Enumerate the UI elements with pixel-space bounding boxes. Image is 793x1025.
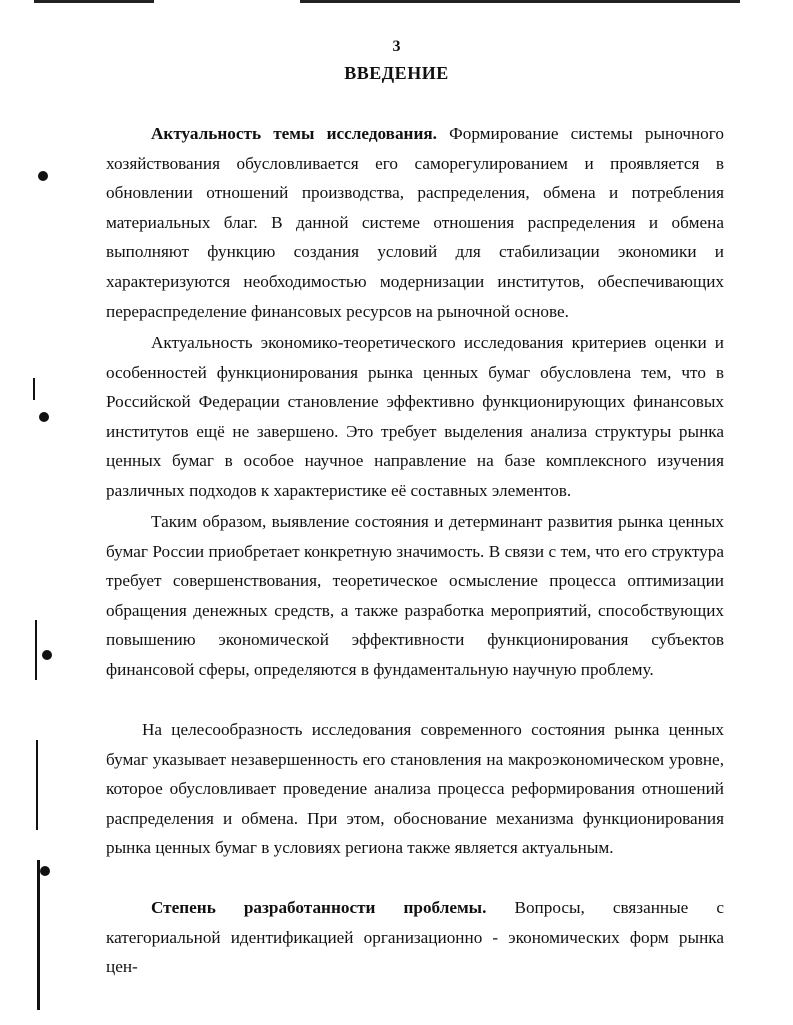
- page-heading: ВВЕДЕНИЕ: [344, 63, 449, 83]
- scan-top-edge-right: [300, 0, 740, 3]
- binding-hole-mark: [39, 412, 49, 422]
- scan-margin-mark: [35, 620, 37, 680]
- scan-margin-mark: [36, 740, 38, 830]
- binding-hole-mark: [42, 650, 52, 660]
- paragraph-text: На целесообразность исследования современного состояния рынка ценных бумаг указывает незавершенность его становления на макроэкономическом уровне, которое обусловливает проведение анализа процесса реформирования отношений распределения и обмена. При этом, обоснование механизма функционирования рынка ценных бумаг в условиях региона также является актуальным.: [106, 720, 724, 858]
- paragraph-theoretical-relevance: [106, 328, 724, 506]
- paragraph-lead: Актуальность темы исследования.: [151, 124, 437, 143]
- paragraph-text: Вопросы, связанные с категориальной идентификацией организационно - экономических форм рынка цен-: [106, 898, 724, 977]
- paragraph-degree-of-development: [106, 893, 724, 982]
- page-number: 3: [392, 38, 401, 55]
- paragraph-text: Формирование системы рыночного хозяйствования обусловливается его саморегулированием и проявляется в обновлении отношений производства, распределения, обмена и потребления материальных благ. В данной системе отношения распределения и обмена выполняют функцию создания условий для стабилизации экономики и характеризуются необходимостью модернизации институтов, обеспечивающих перераспределение финансовых ресурсов на рыночной основе.: [106, 124, 724, 321]
- paragraph-significance: [106, 507, 724, 685]
- paragraph-expediency: [106, 715, 724, 863]
- scan-top-edge-left: [34, 0, 154, 3]
- paragraph-lead: Степень разработанности проблемы.: [151, 898, 487, 917]
- paragraph-text: Актуальность экономико-теоретического исследования критериев оценки и особенностей функционирования рынка ценных бумаг обусловлена тем, что в Российской Федерации становление эффективно функционирующих финансовых институтов ещё не завершено. Это требует выделения анализа структуры рынка ценных бумаг в особое научное направление на базе комплексного изучения различных подходов к характеристике её составных элементов.: [106, 333, 724, 500]
- paragraph-relevance: [106, 119, 724, 326]
- paragraph-text: Таким образом, выявление состояния и детерминант развития рынка ценных бумаг России приобретает конкретную значимость. В связи с тем, что его структура требует совершенствования, теоретическое осмысление процесса оптимизации обращения денежных средств, а также разработка мероприятий, способствующих повышению экономической эффективности функционирования субъектов финансовой сферы, определяются в фундаментальную научную проблему.: [106, 512, 724, 679]
- scan-margin-mark: [37, 860, 40, 1010]
- binding-hole-mark: [40, 866, 50, 876]
- scan-margin-mark: [33, 378, 35, 400]
- binding-hole-mark: [38, 171, 48, 181]
